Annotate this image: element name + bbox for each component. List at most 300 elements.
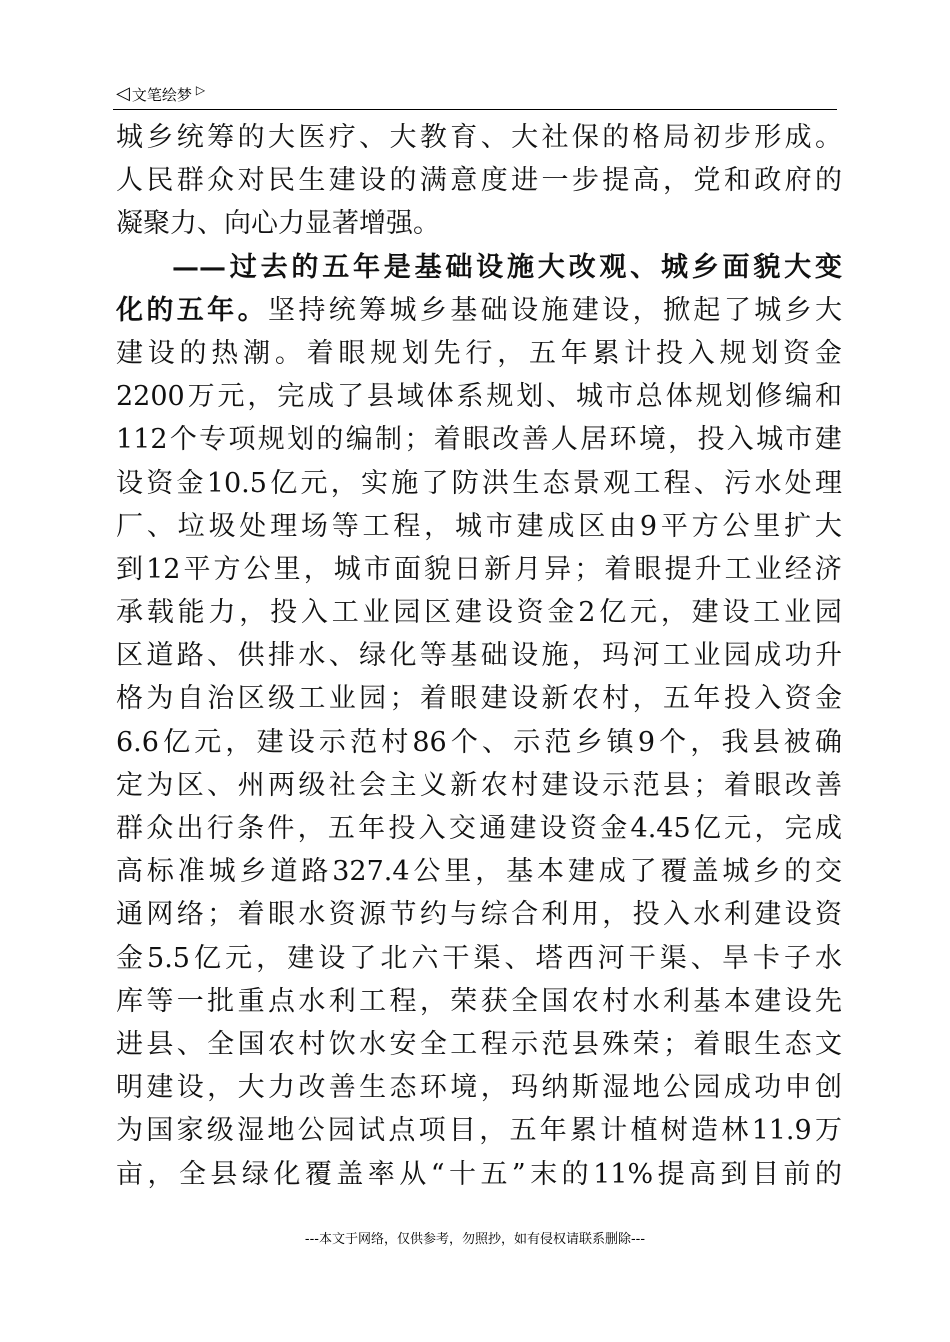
text-glyph: 坚 <box>267 294 295 326</box>
text-glyph: 了 <box>723 294 751 326</box>
text-glyph: 施 <box>506 251 534 283</box>
text-glyph: 乡 <box>419 294 447 326</box>
text-glyph: 络 <box>176 899 204 931</box>
text-glyph: 本 <box>723 985 751 1017</box>
text-glyph: 月 <box>514 553 542 585</box>
text-glyph: 项 <box>228 424 256 456</box>
text-glyph: 建 <box>287 942 315 974</box>
text-glyph: 园 <box>327 1115 355 1147</box>
text-glyph: 人 <box>550 424 578 456</box>
text-glyph: 的 <box>784 856 812 888</box>
text-glyph: 设 <box>147 337 175 369</box>
text-glyph: 村 <box>511 769 539 801</box>
text-glyph: 元 <box>194 726 222 758</box>
text-glyph: 被 <box>783 726 811 758</box>
text-glyph: 市 <box>785 424 813 456</box>
text-glyph: 善 <box>814 769 842 801</box>
text-glyph: 规 <box>486 381 514 413</box>
text-glyph: 设 <box>287 726 315 758</box>
text-glyph: 创 <box>814 1072 842 1104</box>
text-glyph: 县 <box>366 381 394 413</box>
text-line <box>116 548 842 591</box>
text-glyph: 村 <box>381 726 409 758</box>
text-glyph: 前 <box>783 1158 811 1190</box>
text-glyph: 对 <box>237 165 265 197</box>
text-glyph: 农 <box>480 769 508 801</box>
text-glyph: 眼 <box>634 553 662 585</box>
text-glyph: 域 <box>396 381 424 413</box>
text-glyph: 础 <box>480 294 508 326</box>
text-glyph: 村 <box>298 1028 326 1060</box>
text-glyph: 五 <box>176 294 204 326</box>
text-glyph: 的 <box>561 1158 589 1190</box>
text-line <box>116 634 842 677</box>
text-glyph: 示 <box>318 726 346 758</box>
text-glyph: 行 <box>465 337 493 369</box>
text-glyph: 洪 <box>482 467 510 499</box>
text-line <box>116 937 842 980</box>
text-glyph: 观 <box>603 467 631 499</box>
text-glyph: ， <box>660 597 688 629</box>
text-glyph: 善 <box>328 1072 356 1104</box>
text-glyph: 镇 <box>606 726 634 758</box>
text-glyph: 盖 <box>691 856 719 888</box>
text-glyph: 批 <box>207 985 235 1017</box>
text-glyph: 国 <box>146 1115 174 1147</box>
text-glyph: 投 <box>697 424 725 456</box>
text-glyph: 绿 <box>241 1158 269 1190</box>
text-glyph: 大 <box>537 251 565 283</box>
text-glyph: 会 <box>359 769 387 801</box>
text-glyph: 筹 <box>359 294 387 326</box>
text-glyph: 完 <box>784 813 812 844</box>
text-glyph: 西 <box>566 942 594 974</box>
text-glyph: 着 <box>693 1028 721 1060</box>
text-line <box>116 332 842 375</box>
text-glyph: 湿 <box>602 1072 630 1104</box>
text-glyph: 、 <box>146 510 174 542</box>
text-glyph: 市 <box>605 381 633 413</box>
text-glyph: 进 <box>116 1028 143 1060</box>
text-line <box>116 246 842 289</box>
text-glyph: 成 <box>598 856 626 888</box>
page-header <box>116 82 205 106</box>
text-glyph: 明 <box>116 1072 143 1104</box>
text-glyph: 盖 <box>336 1158 364 1190</box>
text-glyph: 投 <box>656 337 684 369</box>
text-glyph: 去 <box>260 251 288 283</box>
text-glyph: 统 <box>328 294 356 326</box>
text-glyph: 城 <box>389 294 417 326</box>
text-glyph: 国 <box>541 985 569 1017</box>
text-glyph: 高 <box>116 856 143 888</box>
text-glyph: 经 <box>784 553 812 585</box>
text-glyph: 设 <box>511 294 539 326</box>
text-glyph: 的 <box>291 251 319 283</box>
text-glyph: 市 <box>485 510 513 542</box>
text-glyph: 准 <box>177 856 205 888</box>
text-glyph: 区 <box>578 510 606 542</box>
text-glyph: 由 <box>609 510 636 542</box>
text-glyph: 态 <box>542 467 570 499</box>
text-glyph: 五 <box>322 251 350 283</box>
text-glyph: 金 <box>814 683 842 715</box>
text-glyph: 工 <box>298 683 326 715</box>
text-glyph: 平 <box>183 553 211 585</box>
text-glyph: 工 <box>359 985 387 1017</box>
text-glyph: 眼 <box>462 424 490 456</box>
text-glyph: 2 <box>578 597 596 629</box>
text-glyph: 一 <box>541 165 569 197</box>
text-glyph: 全 <box>419 1028 447 1060</box>
text-glyph: 亿 <box>270 467 298 499</box>
text-glyph: 资 <box>784 683 812 715</box>
text-glyph: 通 <box>479 813 507 844</box>
text-glyph: 等 <box>419 640 447 672</box>
text-glyph: 主 <box>389 769 417 801</box>
text-glyph: 建 <box>567 856 595 888</box>
text-glyph: 北 <box>380 942 408 974</box>
text-glyph: 投 <box>723 683 751 715</box>
text-glyph: 城 <box>722 856 750 888</box>
text-glyph: 级 <box>298 769 326 801</box>
text-glyph: 建 <box>509 813 537 844</box>
text-glyph: 为 <box>116 1115 143 1147</box>
text-glyph: 建 <box>571 294 599 326</box>
text-glyph: 理 <box>814 467 842 499</box>
text-glyph: 4.45 <box>630 813 691 844</box>
text-glyph: 纳 <box>541 1072 569 1104</box>
text-glyph: 党 <box>693 165 721 197</box>
text-glyph: 的 <box>146 294 174 326</box>
text-glyph: ； <box>389 683 417 715</box>
text-glyph: 着 <box>419 683 447 715</box>
text-glyph: 污 <box>724 467 752 499</box>
text-glyph: 设 <box>511 683 539 715</box>
text-glyph: 厂 <box>116 510 143 542</box>
text-glyph: 覆 <box>660 856 688 888</box>
text-glyph: 规 <box>695 381 723 413</box>
text-glyph: 方 <box>691 510 719 542</box>
text-glyph: 从 <box>399 1158 427 1190</box>
text-glyph: 基 <box>506 856 534 888</box>
text-glyph: 定 <box>116 769 143 801</box>
text-glyph: 目 <box>752 1158 780 1190</box>
text-glyph: 元 <box>225 942 253 974</box>
text-glyph: 村 <box>602 683 630 715</box>
text-glyph: 金 <box>547 597 575 629</box>
text-glyph: 计 <box>600 1115 628 1147</box>
text-glyph: ， <box>571 640 599 672</box>
text-glyph: 累 <box>569 1115 597 1147</box>
text-glyph: 、 <box>630 251 658 283</box>
text-glyph: 县 <box>210 1158 238 1190</box>
text-glyph: 基 <box>693 985 721 1017</box>
text-glyph: 的 <box>237 122 265 153</box>
text-glyph: 乡 <box>784 294 812 326</box>
text-glyph: 步 <box>723 122 751 153</box>
text-glyph: 玛 <box>602 640 630 672</box>
text-line <box>116 1066 842 1109</box>
text-glyph: 范 <box>541 1028 569 1060</box>
text-glyph: 交 <box>448 813 476 844</box>
text-glyph: 12 <box>146 553 181 585</box>
text-glyph: 玛 <box>511 1072 539 1104</box>
text-glyph: 资 <box>569 813 597 844</box>
text-glyph: 里 <box>753 510 781 542</box>
text-glyph: 投 <box>388 813 416 844</box>
text-glyph: 群 <box>116 813 143 844</box>
text-glyph: 公 <box>722 510 750 542</box>
text-glyph: 工 <box>663 640 691 672</box>
text-glyph: 体 <box>426 381 454 413</box>
text-glyph: ； <box>207 899 235 931</box>
text-glyph: 热 <box>211 337 239 369</box>
text-line <box>116 591 842 634</box>
text-glyph: ； <box>404 424 432 456</box>
text-glyph: 建 <box>691 597 719 629</box>
text-glyph: 园 <box>393 597 421 629</box>
text-glyph: ， <box>207 1072 235 1104</box>
text-glyph: 植 <box>630 1115 658 1147</box>
text-glyph: 治 <box>207 683 235 715</box>
text-glyph: 供 <box>237 640 265 672</box>
text-glyph: 貌 <box>753 251 781 283</box>
text-glyph: 设 <box>511 640 539 672</box>
text-glyph: 覆 <box>304 1158 332 1190</box>
text-glyph: 大 <box>389 122 417 153</box>
text-line <box>116 289 842 332</box>
text-glyph: 县 <box>146 1028 174 1060</box>
text-glyph: 点 <box>388 1115 416 1147</box>
text-glyph: 文 <box>814 1028 842 1060</box>
text-glyph: 乡 <box>146 122 174 153</box>
text-glyph: 格 <box>116 683 143 715</box>
text-glyph: 生 <box>754 1028 782 1060</box>
text-glyph: 入 <box>687 337 715 369</box>
text-glyph: 六 <box>411 942 439 974</box>
text-glyph: 到 <box>720 1158 748 1190</box>
text-glyph: 态 <box>389 1072 417 1104</box>
text-glyph: 升 <box>814 640 842 672</box>
text-glyph: 荣 <box>632 1028 660 1060</box>
text-glyph: —— <box>172 251 226 283</box>
text-glyph: 村 <box>602 985 630 1017</box>
text-glyph: 设 <box>318 942 346 974</box>
text-glyph: ， <box>256 942 284 974</box>
text-glyph: 社 <box>541 122 569 153</box>
text-glyph: 率 <box>367 1158 395 1190</box>
text-glyph: 工 <box>753 597 781 629</box>
text-glyph: 编 <box>345 424 373 456</box>
text-line <box>116 807 842 850</box>
text-glyph: 先 <box>433 337 461 369</box>
text-glyph: ， <box>330 467 358 499</box>
text-glyph: 意 <box>450 165 478 197</box>
text-line: 凝聚力、向心力显著增强。 <box>116 208 440 240</box>
text-glyph: 眼 <box>723 1028 751 1060</box>
text-glyph: 级 <box>206 1115 234 1147</box>
text-glyph: 提 <box>664 553 692 585</box>
text-glyph: 水 <box>298 899 326 931</box>
text-glyph: 规 <box>370 337 398 369</box>
text-glyph: 成 <box>754 640 782 672</box>
text-glyph: 饮 <box>328 1028 356 1060</box>
text-glyph: 潮 <box>243 337 271 369</box>
text-glyph: 库 <box>116 985 143 1017</box>
text-glyph: 众 <box>207 165 235 197</box>
text-glyph: 生 <box>359 1072 387 1104</box>
text-glyph: 着 <box>306 337 334 369</box>
text-glyph: 园 <box>693 1072 721 1104</box>
text-glyph: 标 <box>146 856 174 888</box>
text-glyph: 条 <box>237 813 265 844</box>
text-glyph: 建 <box>328 165 356 197</box>
text-glyph: 、 <box>482 726 510 758</box>
text-glyph: 步 <box>571 165 599 197</box>
text-glyph: 设 <box>722 597 750 629</box>
text-glyph: 。 <box>814 122 842 153</box>
text-glyph: ， <box>297 813 325 844</box>
text-glyph: ， <box>147 1158 175 1190</box>
text-glyph: 综 <box>480 899 508 931</box>
text-glyph: 编 <box>785 381 813 413</box>
text-glyph: 貌 <box>423 553 451 585</box>
text-glyph: 建 <box>454 597 482 629</box>
text-glyph: 9 <box>639 510 657 542</box>
text-glyph: 河 <box>632 640 660 672</box>
text-glyph: 工 <box>362 510 390 542</box>
text-glyph: 万 <box>814 1115 842 1147</box>
text-glyph: 县 <box>663 769 691 801</box>
text-glyph: 金 <box>814 337 842 369</box>
text-glyph: ， <box>479 1115 507 1147</box>
text-glyph: 业 <box>328 683 356 715</box>
text-glyph: 设 <box>476 251 504 283</box>
text-glyph: 末 <box>530 1158 558 1190</box>
text-glyph: ， <box>668 424 696 456</box>
text-glyph: ， <box>602 899 630 931</box>
text-glyph: 亿 <box>194 942 222 974</box>
text-glyph: 节 <box>389 899 417 931</box>
text-glyph: 业 <box>362 597 390 629</box>
text-glyph: 出 <box>176 813 204 844</box>
text-glyph: 全 <box>178 1158 206 1190</box>
text-glyph: 眼 <box>267 899 295 931</box>
text-glyph: 众 <box>146 813 174 844</box>
text-glyph: 渠 <box>473 942 501 974</box>
text-glyph: 元 <box>724 813 752 844</box>
text-glyph: 殊 <box>602 1028 630 1060</box>
text-glyph: 自 <box>176 683 204 715</box>
text-glyph: 生 <box>512 467 540 499</box>
text-glyph: 工 <box>633 467 661 499</box>
text-glyph: 个 <box>659 726 687 758</box>
text-glyph: 大 <box>814 294 842 326</box>
text-glyph: 资 <box>814 899 842 931</box>
text-glyph: 力 <box>208 597 236 629</box>
text-glyph: 理 <box>270 510 298 542</box>
text-glyph: ； <box>693 769 721 801</box>
text-line <box>116 980 842 1023</box>
text-glyph: 累 <box>592 337 620 369</box>
text-glyph: 场 <box>300 510 328 542</box>
text-glyph: 面 <box>393 553 421 585</box>
text-glyph: 利 <box>541 899 569 931</box>
text-glyph: 境 <box>638 424 666 456</box>
text-line <box>116 505 842 548</box>
text-glyph: 水 <box>814 942 842 974</box>
text-glyph: 制 <box>375 424 403 456</box>
text-glyph: 五 <box>509 1115 537 1147</box>
text-glyph: 道 <box>270 856 298 888</box>
text-glyph: 群 <box>176 165 204 197</box>
text-glyph: 渠 <box>659 942 687 974</box>
text-glyph: 水 <box>632 985 660 1017</box>
text-glyph: 设 <box>602 294 630 326</box>
text-glyph: 改 <box>298 1072 326 1104</box>
text-glyph: ， <box>303 553 331 585</box>
text-line <box>116 1109 842 1152</box>
text-glyph: 成 <box>307 381 335 413</box>
text-glyph: 先 <box>814 985 842 1017</box>
text-glyph: 、 <box>176 1028 204 1060</box>
text-glyph: 6.6 <box>116 726 159 758</box>
text-glyph: 承 <box>116 597 143 629</box>
text-glyph: 乡 <box>239 856 267 888</box>
text-glyph: 载 <box>146 597 174 629</box>
text-glyph: 建 <box>480 683 508 715</box>
text-glyph: 试 <box>358 1115 386 1147</box>
text-glyph: 建 <box>754 985 782 1017</box>
text-glyph: 专 <box>199 424 227 456</box>
text-glyph: 改 <box>492 424 520 456</box>
text-glyph: 投 <box>270 597 298 629</box>
text-glyph: 水 <box>359 1028 387 1060</box>
text-glyph: 划 <box>725 381 753 413</box>
text-glyph: 程 <box>663 467 691 499</box>
text-glyph: 设 <box>359 165 387 197</box>
text-glyph: 五 <box>663 683 691 715</box>
text-glyph: 着 <box>237 899 265 931</box>
text-glyph: 满 <box>419 165 447 197</box>
text-line <box>116 418 842 461</box>
text-glyph: 。 <box>237 294 265 326</box>
text-glyph: 方 <box>213 553 241 585</box>
text-glyph: 为 <box>146 769 174 801</box>
text-glyph: 观 <box>599 251 627 283</box>
left-triangle-icon: ◁ <box>116 83 130 104</box>
text-glyph: 民 <box>267 165 295 197</box>
text-glyph: 化 <box>389 640 417 672</box>
text-glyph: 水 <box>754 467 782 499</box>
text-glyph: 十 <box>448 1158 476 1190</box>
text-glyph: 乡 <box>575 726 603 758</box>
text-glyph: 建 <box>516 510 544 542</box>
text-glyph: 确 <box>814 726 842 758</box>
text-glyph: 扩 <box>784 510 812 542</box>
text-glyph: 础 <box>480 640 508 672</box>
text-glyph: 高 <box>632 165 660 197</box>
text-glyph: 掀 <box>663 294 691 326</box>
text-glyph: 了 <box>349 942 377 974</box>
text-glyph: 设 <box>116 467 143 499</box>
text-glyph: 水 <box>298 985 326 1017</box>
text-glyph: 建 <box>814 424 842 456</box>
text-glyph: 府 <box>784 165 812 197</box>
text-glyph: 元 <box>300 467 328 499</box>
text-glyph: 五 <box>327 813 355 844</box>
